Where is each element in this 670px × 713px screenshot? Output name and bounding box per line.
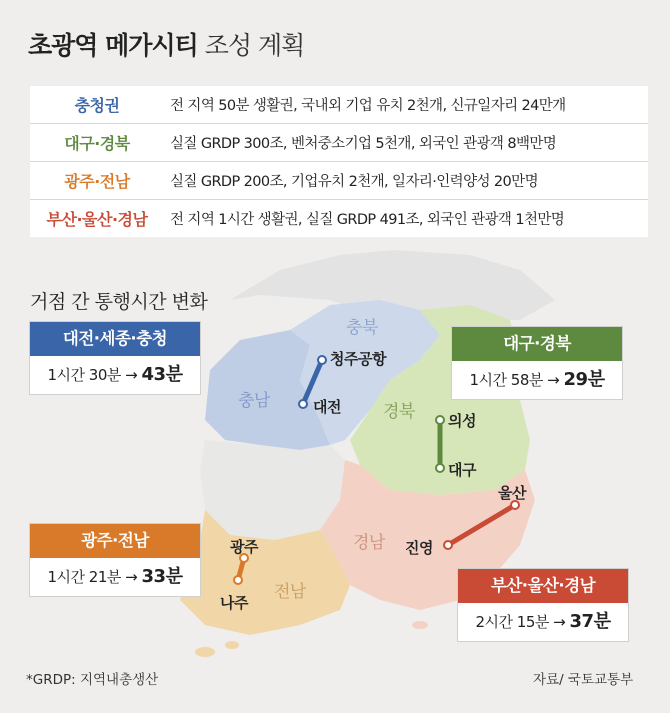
time-after: 43분 (141, 364, 183, 385)
plan-desc: 실질 GRDP 300조, 벤처중소기업 5천개, 외국인 관광객 8백만명 (170, 136, 557, 152)
callout-times (30, 558, 200, 596)
map-label-gyeongbuk: 경북 (383, 402, 415, 422)
arrow-icon: → (125, 366, 138, 384)
city-label-cheongju-airport: 청주공항 (330, 350, 386, 368)
island (195, 647, 215, 657)
city-label-uiseong: 의성 (448, 412, 476, 430)
island (225, 641, 239, 649)
callout-times (30, 356, 200, 394)
page-title (28, 26, 304, 62)
plan-region: 충청권 (74, 96, 120, 115)
callout-daegu (452, 327, 622, 399)
arrow-icon: → (547, 371, 560, 389)
island (412, 621, 428, 629)
callout-region: 부산·울산·경남 (458, 569, 628, 603)
callout-region: 광주·전남 (30, 524, 200, 558)
city-dot-daegu (436, 464, 444, 472)
time-before: 2시간 15분 (475, 613, 549, 631)
plan-region: 대구·경북 (64, 134, 130, 153)
travel-section-label: 거점 간 통행시간 변화 (30, 291, 208, 313)
city-label-daegu: 대구 (448, 461, 476, 479)
time-before: 1시간 30분 (47, 366, 121, 384)
plan-desc: 전 지역 1시간 생활권, 실질 GRDP 491조, 외국인 관광객 1천만명 (170, 212, 565, 228)
plan-row-daegu (30, 124, 648, 162)
source-credit: 자료/ 국토교통부 (533, 672, 634, 688)
city-dot-daejeon (299, 400, 307, 408)
title-light: 조성 계획 (204, 31, 305, 60)
map-label-chungnam: 충남 (238, 391, 270, 411)
arrow-icon: → (125, 568, 138, 586)
callout-chungcheong (30, 322, 200, 394)
plan-row-gwangju (30, 162, 648, 200)
city-label-ulsan: 울산 (498, 484, 526, 502)
city-dot-uiseong (436, 416, 444, 424)
title-bold: 초광역 메가시티 (28, 31, 198, 60)
time-before: 1시간 21분 (47, 568, 121, 586)
callout-region: 대전·세종·충청 (30, 322, 200, 356)
time-after: 37분 (569, 611, 611, 632)
callout-times (458, 603, 628, 641)
callout-gwangju (30, 524, 200, 596)
time-after: 33분 (141, 566, 183, 587)
footnote: *GRDP: 지역내총생산 (26, 672, 159, 688)
arrow-icon: → (553, 613, 566, 631)
city-dot-cheongju (318, 356, 326, 364)
time-before: 1시간 58분 (469, 371, 543, 389)
city-label-naju: 나주 (220, 594, 248, 612)
callout-busan (458, 569, 628, 641)
plans-table (30, 86, 648, 237)
map-label-chungbuk: 충북 (346, 318, 378, 338)
plan-row-chungcheong (30, 86, 648, 124)
map-label-gyeongnam: 경남 (353, 533, 385, 553)
city-label-jinyeong: 진영 (405, 539, 433, 557)
city-label-gwangju: 광주 (230, 538, 258, 556)
city-label-daejeon: 대전 (313, 398, 341, 416)
plan-row-busan (30, 200, 648, 237)
time-after: 29분 (563, 369, 605, 390)
plan-desc: 실질 GRDP 200조, 기업유치 2천개, 일자리·인력양성 20만명 (170, 174, 538, 190)
map-label-jeonnam: 전남 (274, 582, 306, 602)
plan-region: 광주·전남 (64, 172, 130, 191)
callout-times (452, 361, 622, 399)
plan-desc: 전 지역 50분 생활권, 국내외 기업 유치 2천개, 신규일자리 24만개 (170, 98, 566, 114)
city-dot-jinyeong (444, 541, 452, 549)
callout-region: 대구·경북 (452, 327, 622, 361)
city-dot-naju (234, 576, 242, 584)
region-jeonbuk (200, 440, 345, 540)
plan-region: 부산·울산·경남 (46, 210, 148, 229)
